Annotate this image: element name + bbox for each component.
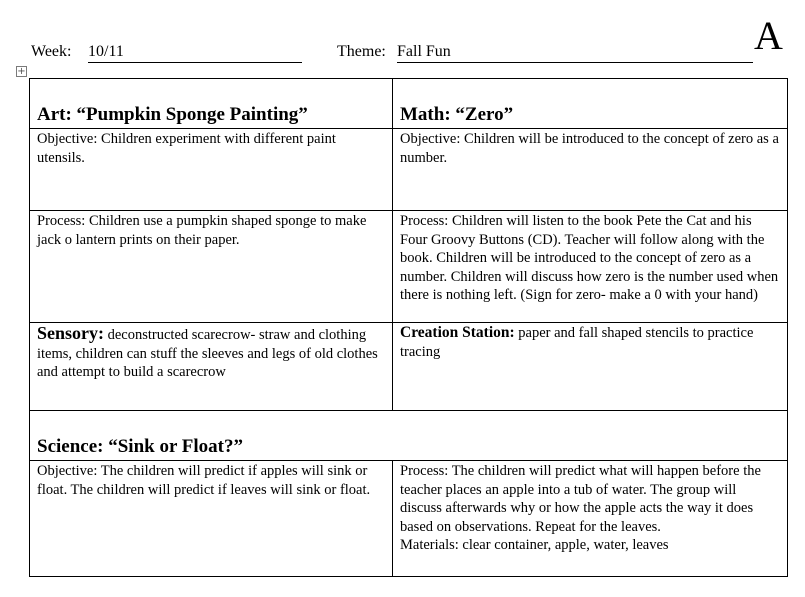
science-heading-cell[interactable] [30, 411, 788, 461]
math-process: Process: Children will listen to the book Pete the Cat and his Four Groovy Buttons (CD). Teacher will follow along with the book. Children will be introduced to the concept of zero as a number. Children will discuss how zero is the number used when there is nothing left. (Sign for zero- make a 0 with your hand) [400, 213, 779, 303]
theme-label: Theme: [337, 43, 386, 60]
creation-station-cell[interactable] [393, 323, 788, 411]
math-heading: Math: “Zero” [400, 104, 514, 125]
theme-value[interactable]: Fall Fun [397, 43, 753, 63]
science-heading: Science: “Sink or Float?” [37, 436, 244, 457]
science-objective: Objective: The children will predict if apples will sink or float. The children will predict if leaves will sink or float. [37, 463, 371, 498]
math-heading-cell[interactable] [393, 79, 788, 129]
sensory-label: Sensory: [37, 323, 104, 343]
week-label: Week: [31, 43, 72, 60]
sensory-text: deconstructed scarecrow- straw and clothing items, children can stuff the sleeves and legs of old clothes and attempt to build a scarecrow [37, 327, 378, 380]
art-process: Process: Children use a pumpkin shaped sponge to make jack o lantern prints on their paper. [37, 213, 367, 248]
creation-station-text: paper and fall shaped stencils to practice tracing [400, 325, 754, 360]
science-objective-cell[interactable] [30, 461, 393, 577]
art-heading: Art: “Pumpkin Sponge Painting” [37, 104, 308, 125]
table-move-handle-icon[interactable]: + [17, 66, 26, 77]
sensory-cell[interactable] [30, 323, 393, 411]
math-objective-cell[interactable] [393, 129, 788, 211]
math-process-cell[interactable] [393, 211, 788, 323]
art-objective-cell[interactable] [30, 129, 393, 211]
science-materials: Materials: clear container, apple, water, leaves [400, 537, 669, 553]
math-objective: Objective: Children will be introduced to the concept of zero as a number. [400, 131, 779, 166]
creation-station-label: Creation Station: [400, 324, 515, 341]
science-process-cell[interactable] [393, 461, 788, 577]
art-objective: Objective: Children experiment with different paint utensils. [37, 131, 336, 166]
science-process: Process: The children will predict what will happen before the teacher places an apple into a tub of water. The group will discuss afterwards why or how the apple acts the way it does based on observations. Repeat for the leaves. [400, 463, 761, 535]
corner-letter: A [754, 13, 783, 58]
art-process-cell[interactable] [30, 211, 393, 323]
art-heading-cell[interactable] [30, 79, 393, 129]
lesson-plan-table [29, 78, 788, 577]
week-value[interactable]: 10/11 [88, 43, 302, 63]
